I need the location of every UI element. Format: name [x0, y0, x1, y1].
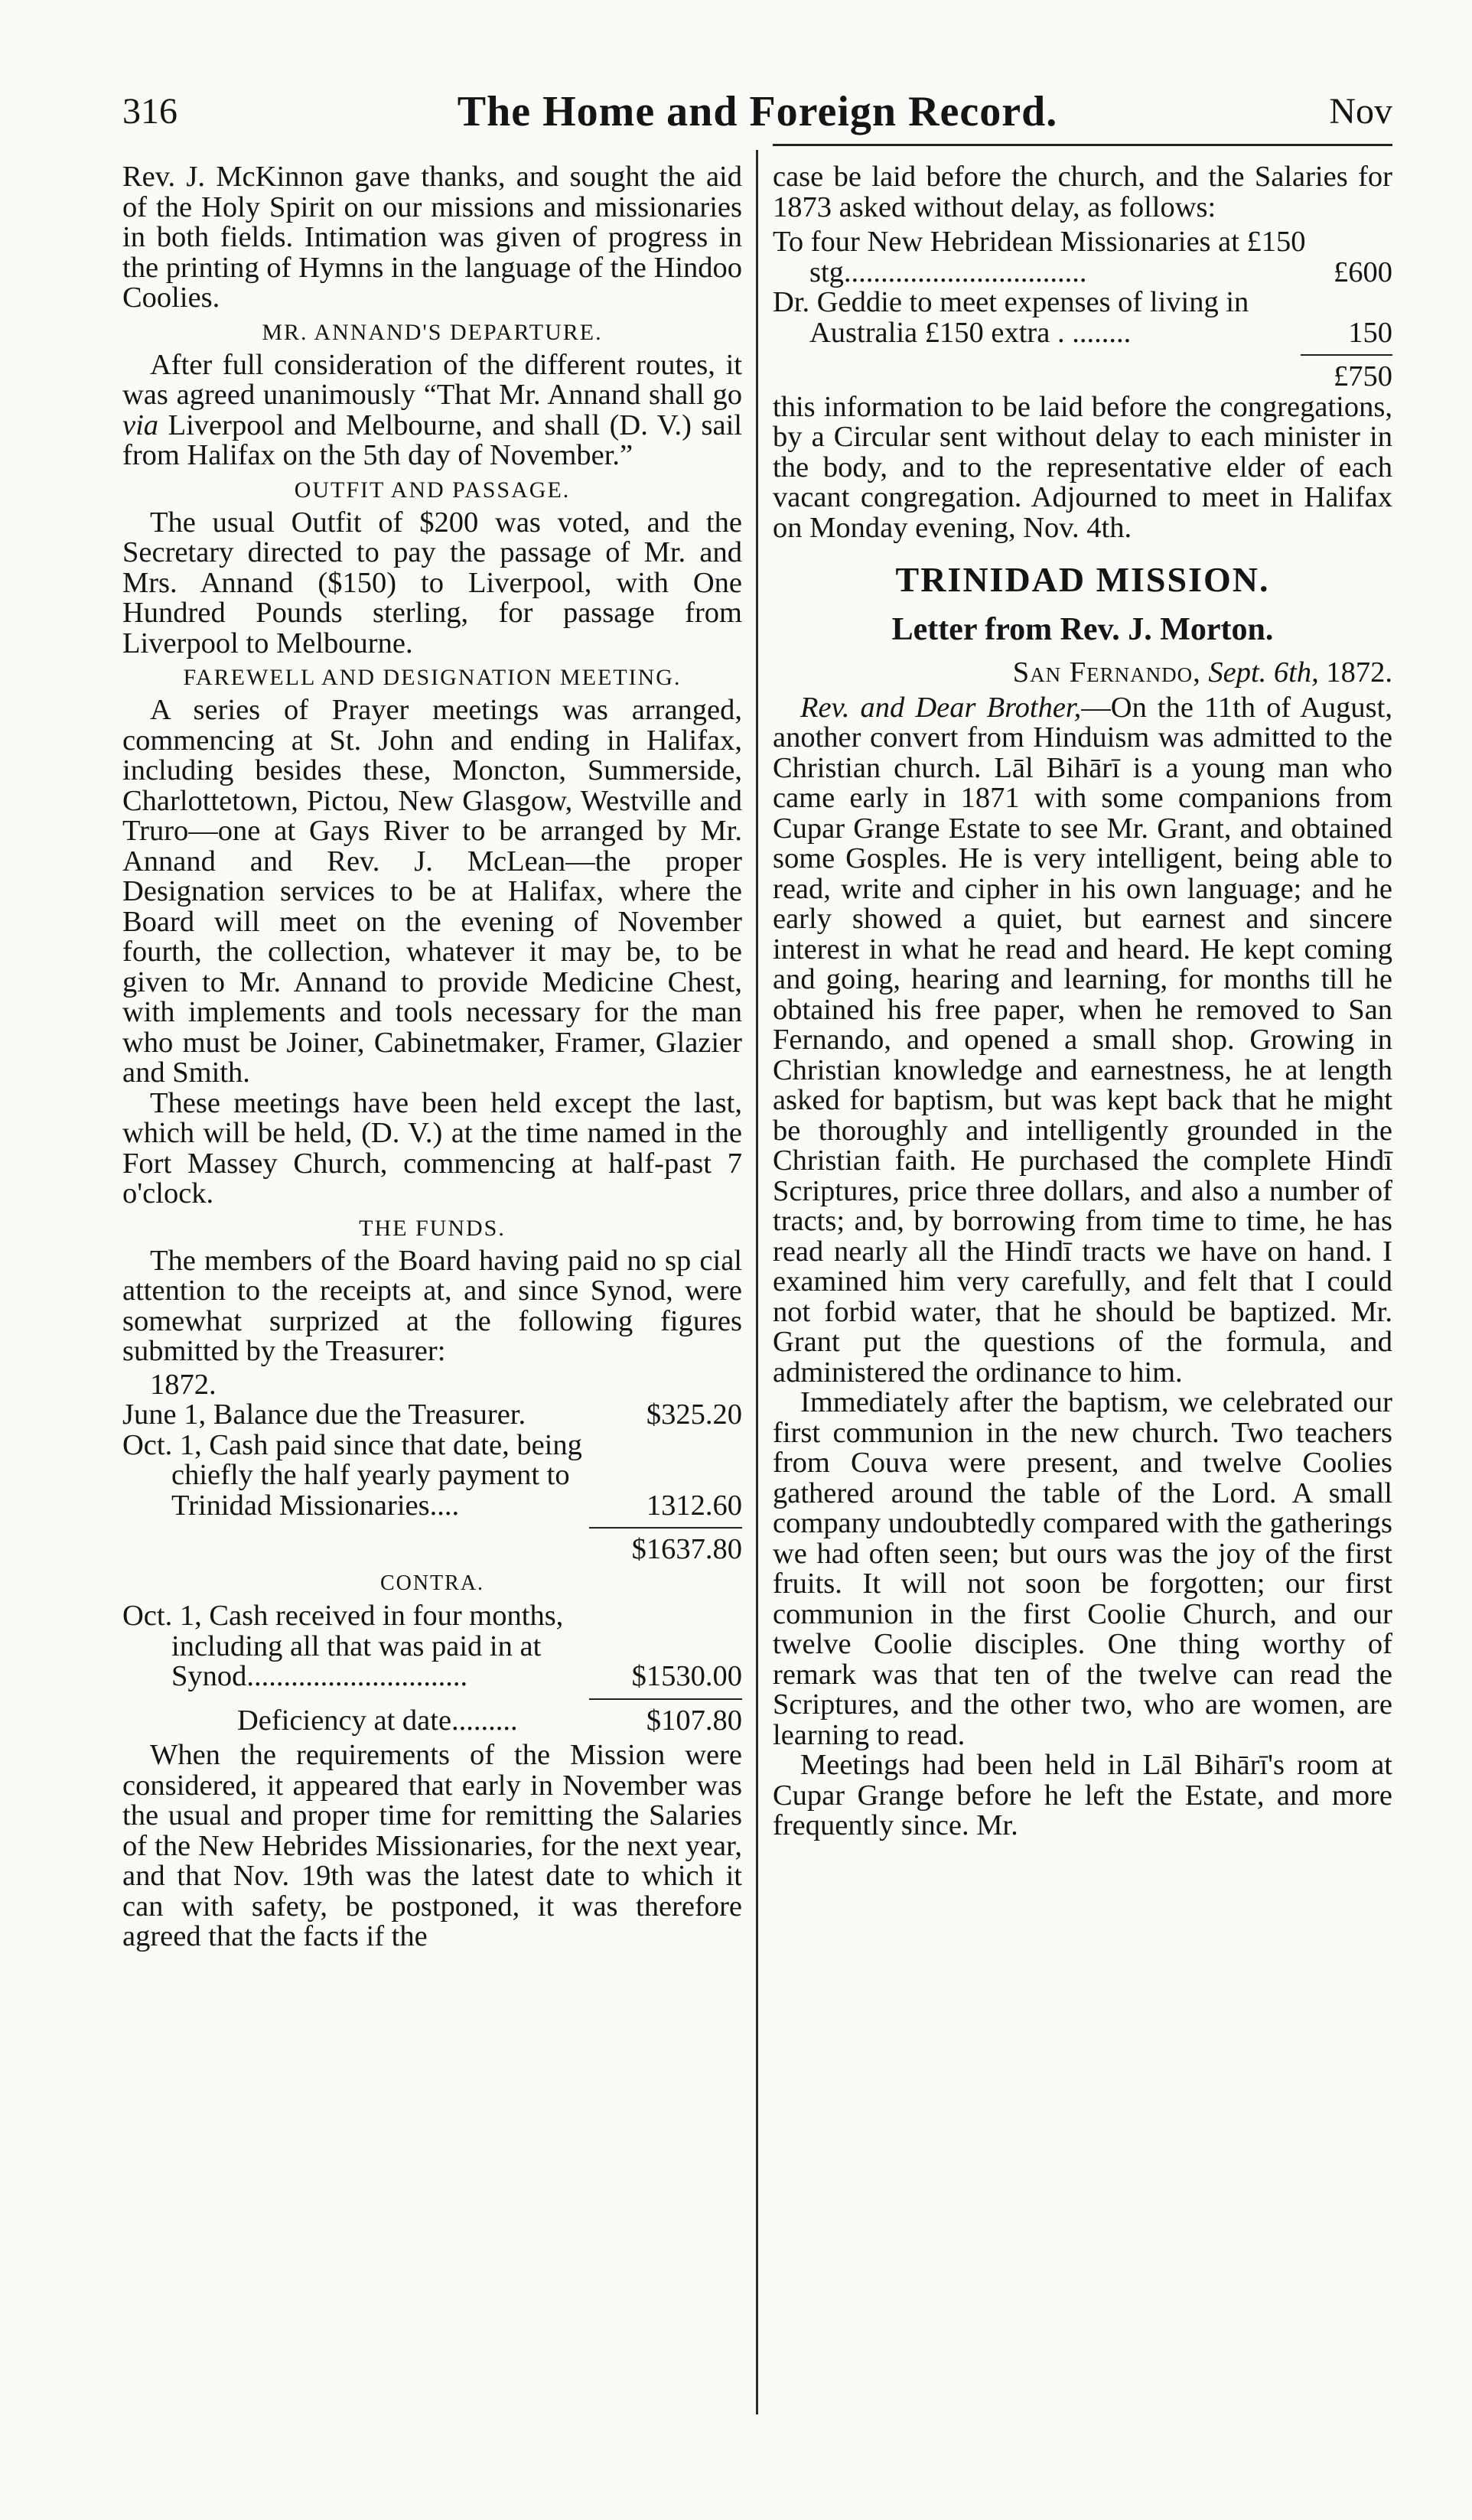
running-title: The Home and Foreign Record. — [457, 88, 1058, 135]
issue-month: Nov — [1329, 91, 1392, 132]
meetings-paragraph: These meetings have been held except the last, which will be held, (D. V.) at the time named in the Fort Massey Church, commencing at half-past 7 o'clock. — [122, 1086, 742, 1210]
requirements-paragraph: When the requirements of the Mission were considered, it appeared that early in November was the usual and proper time for remitting the Salaries of the New Hebrides Missionaries, for the next year, and that Nov. 19th was the latest date to which it can with safety, be postponed, it was therefore agreed that the facts if the — [122, 1739, 742, 1952]
letter-paragraph-3: Meetings had been held in Lāl Bihārī's room at Cupar Grange before he left the Estate, and more frequently since. Mr. — [773, 1749, 1392, 1841]
column-divider — [756, 150, 758, 2414]
section-heading-outfit: OUTFIT AND PASSAGE. — [294, 477, 571, 503]
departure-text-b: Liverpool and Melbourne, and shall (D. V.) sail from Halifax on the 5th day of November.” — [122, 409, 742, 471]
mission-title: TRINIDAD MISSION. — [895, 560, 1270, 599]
ledger-row-amount: $325.20 — [646, 1398, 742, 1431]
letter-paragraph-1 — [773, 693, 1392, 1389]
treasurer-ledger — [122, 1370, 742, 1737]
dateline-year: 1872. — [1326, 656, 1392, 689]
letter-paragraph-1-text: —On the 11th of August, another convert from Hinduism was admitted to the Christian church. Lāl Bihārī is a young man who came early in 1871 with some companions from Cupar Grange Estate to see Mr. Grant, and obtained some Gosples. He is very intelligent, being able to read, write and cipher in his own language; and he early showed a quiet, but earnest and sincere interest in what he read and heard. He kept coming and going, hearing and learning, for months till he obtained his free paper, when he removed to San Fernando, and opened a small shop. Growing in Christian knowledge and earnestness, he at length asked for baptism, but was kept back that he might be thoroughly and intelligently grounded in the Christian faith. He purchased the complete Hindī Scriptures, price three dollars, and also a number of tracts; and, by borrowing from time to time, he has read nearly all the Hindī tracts we have on hand. I examined him very carefully, and felt that I could not forbid water, that he should be baptized. Mr. Grant put the questions of the formula, and administered the ordinance to him. — [773, 691, 1392, 1389]
departure-via: via — [122, 409, 159, 441]
section-heading-farewell: FAREWELL AND DESIGNATION MEETING. — [183, 665, 682, 690]
deficiency-label: Deficiency at date......... — [237, 1704, 518, 1737]
ledger-year: 1872. — [150, 1368, 217, 1401]
contra-row-amount: $1530.00 — [631, 1660, 742, 1692]
section-heading-funds: THE FUNDS. — [359, 1215, 506, 1241]
salary-row-amount: £600 — [1334, 256, 1392, 288]
section-heading-departure: MR. ANNAND'S DEPARTURE. — [262, 319, 603, 345]
ledger-row-amount: 1312.60 — [646, 1489, 742, 1522]
ledger-total-rule — [589, 1527, 742, 1529]
salary-list — [773, 227, 1392, 392]
opening-paragraph: Rev. J. McKinnon gave thanks, and sought the aid of the Holy Spirit on our missions and missionaries in both fields. Intimation was given of progress in the printing of Hymns in the language of the Hindoo Coolies. — [122, 161, 742, 314]
dateline-date: Sept. 6th, — [1208, 656, 1319, 689]
salutation: Rev. and Dear Brother, — [800, 691, 1082, 724]
dateline — [773, 658, 1392, 689]
page-header — [122, 90, 1392, 144]
right-column — [773, 162, 1392, 1841]
header-rule — [773, 144, 1392, 146]
ledger-total: $1637.80 — [631, 1533, 742, 1565]
farewell-paragraph: A series of Prayer meetings was arranged, commencing at St. John and ending in Halifax, including besides these, Moncton, Summerside, Charlottetown, Pictou, New Glasgow, Westville and Truro—one at Gays River to be arranged by Mr. Annand and Rev. J. McLean—the proper Designation services to be at Halifax, where the Board will meet on the evening of November fourth, the collection, whatever it may be, to be given to Mr. Annand to provide Medicine Chest, with implements and tools necessary for the man who must be Joiner, Cabinetmaker, Framer, Glazier and Smith. — [122, 694, 742, 1089]
letter-title: Letter from Rev. J. Morton. — [891, 612, 1274, 647]
ledger-row — [122, 1428, 742, 1522]
salary-total: £750 — [1334, 360, 1392, 392]
contra-heading: CONTRA. — [379, 1571, 485, 1595]
outfit-paragraph: The usual Outfit of $200 was voted, and the Secretary directed to pay the passage of Mr. and Mrs. Annand ($150) to Liverpool, with One Hundred Pounds sterling, for passage from Liverpool to Melbourne. — [122, 506, 742, 659]
contra-row — [122, 1601, 742, 1692]
ledger-row-desc: June 1, Balance due the Treasurer. — [122, 1398, 526, 1431]
deficiency-amount: $107.80 — [646, 1704, 742, 1737]
dateline-place: San Fernando, — [1012, 656, 1201, 689]
salary-row-desc: To four New Hebridean Missionaries at £150 stg................................. — [773, 226, 1306, 288]
ledger-row-desc: Oct. 1, Cash paid since that date, being chiefly the half yearly payment to Trinidad Missionaries.... — [122, 1428, 582, 1522]
ledger-row — [122, 1400, 742, 1431]
contra-row-desc: Oct. 1, Cash received in four months, including all that was paid in at Synod.............................. — [122, 1600, 564, 1692]
information-paragraph: this information to be laid before the congregations, by a Circular sent without delay to each minister in the body, and to the representative elder of each vacant congregation. Adjourned to meet in Halifax on Monday evening, Nov. 4th. — [773, 390, 1392, 544]
salary-total-rule — [1301, 354, 1392, 356]
case-paragraph: case be laid before the church, and the Salaries for 1873 asked without delay, as follows: — [773, 161, 1392, 223]
salary-row — [773, 227, 1392, 288]
page-number: 316 — [122, 91, 177, 132]
left-column — [122, 162, 742, 1952]
letter-paragraph-2: Immediately after the baptism, we celebrated our first communion in the new church. Two teachers from Couva were present, and twelve Coolies gathered around the table of the Lord. A small company undoubtedly compared with the gatherings we had often seen; but ours was the joy of the first fruits. It will not soon be forgotten; our first communion in the first Coolie Church, and our twelve Coolie disciples. One thing worthy of remark was that ten of the twelve can read the Scriptures, and the other two, who are women, are learning to read. — [773, 1386, 1392, 1751]
funds-paragraph: The members of the Board having paid no sp cial attention to the receipts at, and since Synod, were somewhat surprized at the following figures submitted by the Treasurer: — [122, 1244, 742, 1367]
salary-row-desc: Dr. Geddie to meet expenses of living in Australia £150 extra . ........ — [773, 286, 1249, 349]
salary-row — [773, 288, 1392, 348]
deficiency-row — [122, 1706, 742, 1737]
salary-row-amount: 150 — [1348, 316, 1392, 349]
deficiency-rule — [589, 1698, 742, 1700]
departure-paragraph — [122, 350, 742, 471]
departure-text-a: After full consideration of the different routes, it was agreed unanimously “That Mr. Annand shall go — [122, 348, 742, 411]
